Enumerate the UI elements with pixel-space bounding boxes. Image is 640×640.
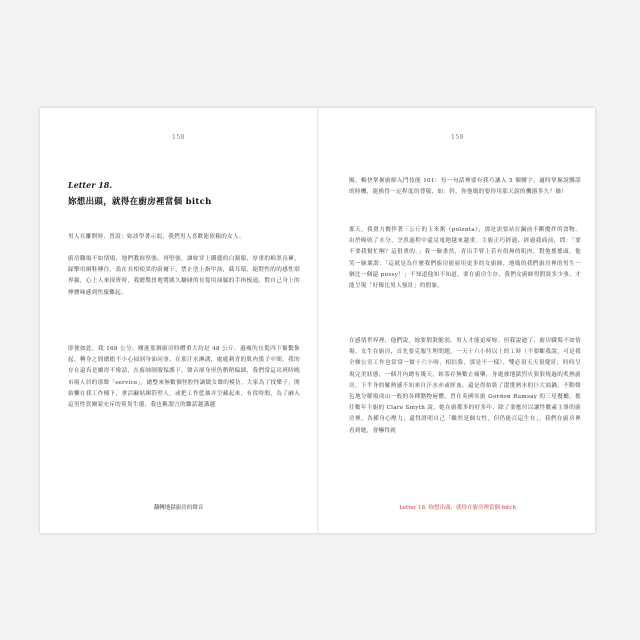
chapter-title: 妳想出頭，就得在廚房裡當個 bitch xyxy=(68,197,212,207)
left-page-number: 158 xyxy=(172,134,185,141)
right-page-number: 159 xyxy=(451,134,464,141)
right-paragraph-1: 順，暢快掌握廚師入門技能 101：每一句話裡要有我巧讓入 5 個髒字，適時掌握說髒話的時機，能換得一定程度的尊敬，如：幹，你他媽的要你用那天說的機器多久？操！ xyxy=(349,178,581,196)
left-page xyxy=(40,108,317,533)
right-paragraph-2: 那天，我賣力攪拌著三公斤的玉米粥（polenta），那是需要站在鍋前不斷攪拌的食物，由於吸收了水分，烹煮過程中還見電地越來越重。主廚正巧經過，經過我面前，問：「要不要我幫忙啊？這很重的。」我一臉畫然，青出手臂上若有似無的肌肉，對他搖搖頭，他笑一臉壞謂：「這就是為什麼我們廚房能雇用更多的女廚師，地媽的我們廚房裡的男生一個比一個還 pussy！」不知道他知不知道，要在廚房生存，我們女廚師得假裝多少事，才能呈現「好像比男人強壯」的假象。 xyxy=(349,227,581,290)
right-paragraph-3: 在感情世界裡，他們說，妳要假裝脆弱，男人才能更疼妳。但我說過了，廚房職場不如情場，女生在廚房，首先要克服生理問題，一天十六小時以上的工時（不要斷我說，可是我全辦公室工作也常常一做十六小時，相信我，那是不一樣），雙必須天天很健壯，時時呈現完美狀態，一個月內總有幾天，妳茶存無數止痛藥，身處被地獄烈火狠狠燒過的炙熱廚房，下半身的羅熱感不知來自汗水亦或經血，還是得拍裝了滾燙熱水的巨大湯鍋，不動聲色地分解場成山一般的各種動物屍體。曾在英國名廚 Gordon Ramsay 的三星餐廳，擔任數年主廚的 Clare Smyth 說，她在廚都多的好多年，除了要應付以讓性數素主導的廚房裡，各種身心壓力，還得證明自己「雖然是個女性，但仍能百這生存」，我們在廚房裡看到她，會嚇得就 xyxy=(349,338,581,434)
book-spread xyxy=(40,108,595,533)
left-running-footer: 翻轉地獄廚房的聲音 xyxy=(153,505,204,511)
right-running-footer: Letter 18. 妳想出頭，就得在廚房裡當個 bitch xyxy=(399,505,516,511)
left-paragraph-2: 廚房職場不如情場，地們教妳堅強。再堅強。讓妳穿上鐵麗的白制服，厚重的棉黑長褲，踩擊用網鞋睡住，蓋在長相使異的蔚爾下，禁止塗上指甲油，截耳環，絕對性的的感性別界線，心上人來探班時，我總驚扭地將蹊久鋤碰的長髮用油膩的手指梳通，對自己身上的煙燻味感到焦旅難起。 xyxy=(68,256,300,296)
left-paragraph-1: 男人在離開時，曾說：妳該學著示弱，我們男人喜歡能依賴的女人。 xyxy=(68,234,245,240)
left-paragraph-3: 即便如此，我 168 公分，剛進那個廚房時體重大約是 48 公斤，過瘦的長髮四下緊繫紮起，轉身之間總擔不小心掃到身油同事。在那汗水淋漓，處處刺青的肌肉漢子中間，我的存在還真是嬌得不像話，在廚師制服保護下，聲音卻身形仍稍稍偏細，我們常這出班時晚市場人員的那聲「service」，總整來無數個怪腔怪調做女聲的模仿。大家為了找樂子，開始懶在我工作檯下，拿活鹼貼錫箔壁人，或把工作藍抽弄空藏起來，有段時間，為了融入這男性賀爾蒙充斥的荷異生態，我也稱謂言的雛話越講越 xyxy=(68,346,300,409)
letter-label: Letter 18. xyxy=(68,180,113,190)
right-page xyxy=(319,108,596,533)
